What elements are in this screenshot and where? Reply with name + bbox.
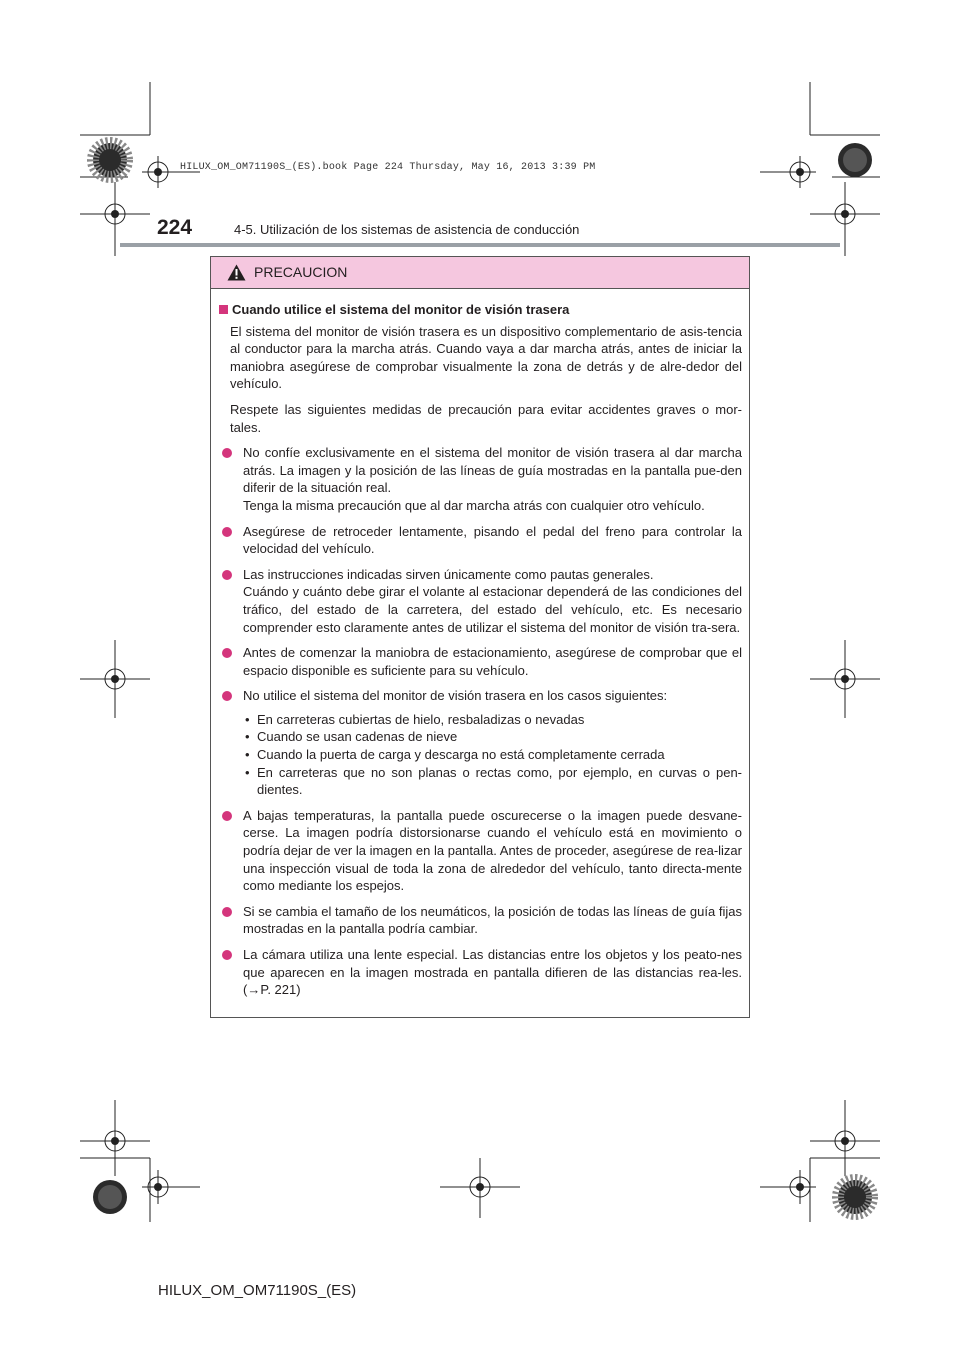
bullet-item: Asegúrese de retroceder lentamente, pisando el pedal del freno para controlar la velocidad del vehículo. xyxy=(219,523,742,558)
caution-body xyxy=(211,289,749,999)
bullet-item: A bajas temperaturas, la pantalla puede oscurecerse o la imagen puede desvane-cerse. La imagen podría distorsionarse cuando el vehículo está en movimiento o podría dejar de ver la imagen en la pantalla. Antes de proceder, asegúrese de rea-lizar una inspección visual de toda la zona de alrededor del vehículo, tanto directa-mente como mediante los espejos. xyxy=(219,807,742,895)
bullet-dot-icon xyxy=(222,448,232,458)
sub-list-item: • Cuando se usan cadenas de nieve xyxy=(245,729,458,745)
bullet-dot-icon xyxy=(222,691,232,701)
bullet-item: Las instrucciones indicadas sirven únicamente como pautas generales. Cuándo y cuánto debe girar el volante al estacionar dependerá de las condiciones del tráfico, del estado de la carretera, del estado del vehículo, etc. Es necesario comprender esto claramente antes de utilizar el sistema del monitor de visión tra-sera. xyxy=(219,566,742,636)
bullet-dot-icon xyxy=(222,570,232,580)
bullet-item: Antes de comenzar la maniobra de estacionamiento, asegúrese de comprobar que el espacio disponible es suficiente para su vehículo. xyxy=(219,644,742,679)
header-rule xyxy=(120,243,840,247)
caution-box xyxy=(210,256,750,1018)
sub-list-item: • En carreteras que no son planas o rectas como, por ejemplo, en curvas o pen-dientes. xyxy=(245,764,742,798)
bullet-item: La cámara utiliza una lente especial. Las distancias entre los objetos y los peato-nes que aparecen en la imagen mostrada en pantalla difieren de las distancias rea-les. (→P. 221) xyxy=(219,946,742,999)
bullet-dot-icon xyxy=(222,950,232,960)
bullet-item: Si se cambia el tamaño de los neumáticos, la posición de todas las líneas de guía fijas mostradas en la pantalla podría cambiar. xyxy=(219,903,742,938)
intro-paragraph-2: Respete las siguientes medidas de precaución para evitar accidentes graves o mor-tales. xyxy=(230,401,742,435)
bullet-item: No utilice el sistema del monitor de visión trasera en los casos siguientes: xyxy=(219,687,742,705)
bullet-dot-icon xyxy=(222,648,232,658)
warning-triangle-icon xyxy=(227,264,246,281)
square-bullet-icon xyxy=(219,305,228,314)
bullet-dot-icon xyxy=(222,527,232,537)
sub-list-item: • En carreteras cubiertas de hielo, resbaladizas o nevadas xyxy=(245,711,585,727)
page-number: 224 xyxy=(157,216,193,239)
print-header: HILUX_OM_OM71190S_(ES).book Page 224 Thursday, May 16, 2013 3:39 PM xyxy=(180,162,596,173)
caution-title: PRECAUCION xyxy=(254,264,348,280)
section-title: 4-5. Utilización de los sistemas de asistencia de conducción xyxy=(234,222,580,237)
bullet-dot-icon xyxy=(222,811,232,821)
caution-header xyxy=(211,257,749,289)
bullet-dot-icon xyxy=(222,907,232,917)
caution-heading: Cuando utilice el sistema del monitor de visión trasera xyxy=(219,301,742,319)
footer-code: HILUX_OM_OM71190S_(ES) xyxy=(158,1282,357,1299)
bullet-item: No confíe exclusivamente en el sistema del monitor de visión trasera al dar marcha atrás. La imagen y la posición de las líneas de guía mostradas en la pantalla pue-den diferir de la situación real. Tenga la misma precaución que al dar marcha atrás con cualquier otro vehículo. xyxy=(219,444,742,514)
sub-list xyxy=(243,711,742,799)
sub-list-item: • Cuando la puerta de carga y descarga no está completamente cerrada xyxy=(245,747,665,763)
intro-paragraph: El sistema del monitor de visión trasera es un dispositivo complementario de asis-tencia al conductor para la marcha atrás. Cuando vaya a dar marcha atrás, antes de iniciar la maniobra asegúrese de comprobar visualmente la zona de detrás y de alre-dedor del vehículo. xyxy=(230,323,742,392)
